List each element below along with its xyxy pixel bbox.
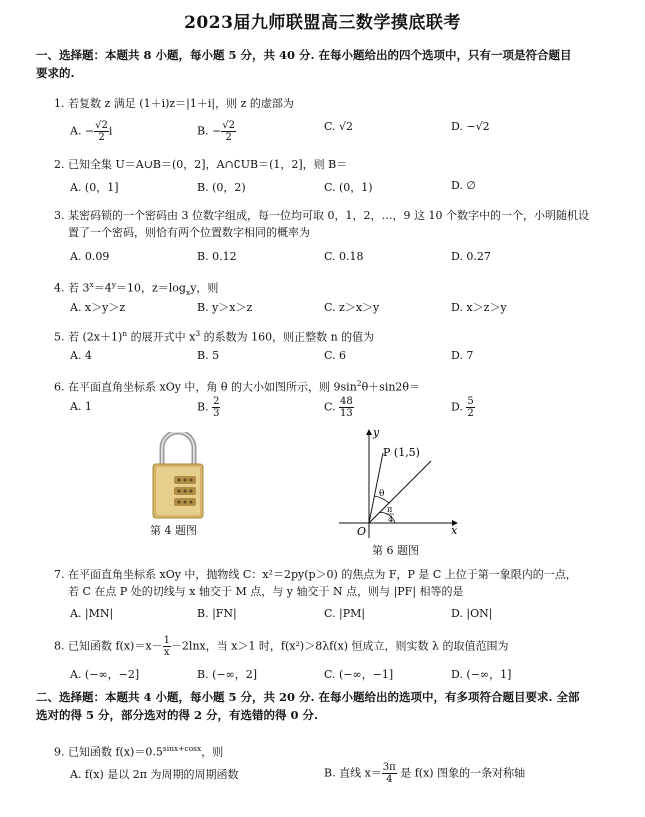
- q2-option-a: A. (0，1]: [70, 181, 119, 194]
- q5-options: [70, 349, 610, 367]
- q7-options: [70, 607, 610, 625]
- angle-pi-label: π: [387, 505, 393, 514]
- q4-option-b: B. y＞x＞z: [197, 301, 253, 314]
- q8-stem: 8. 已知函数 f(x)＝x－ $\frac{1}{x}$ －2lnx，当 x＞1 时，f(x²)＞8λf(x) 恒成立，则实数 λ 的取值范围为: [54, 635, 509, 658]
- q1-option-a: A. − $\frac{√2}{2}$ i: [70, 120, 113, 143]
- q6-option-b: B. $\frac{2}{3}$: [197, 396, 220, 419]
- q8-option-a: A. (−∞，−2]: [70, 668, 140, 681]
- q1-option-c: C. √2: [324, 120, 354, 133]
- q7-line2: 若 C 在点 P 处的切线与 x 轴交于 M 点，与 y 轴交于 N 点，则与 |PF| 相等的是: [68, 585, 464, 598]
- q1-options: [70, 120, 610, 143]
- q1-stem: 1. 若复数 z 满足 (1＋i)z＝|1＋i|，则 z 的虚部为: [54, 97, 294, 110]
- q2-stem: 2. 已知全集 U＝A∪B＝(0，2]，A∩∁UB＝(1，2]，则 B＝: [54, 158, 348, 171]
- fig6-caption: 第 6 题图: [372, 544, 419, 557]
- q6-options: [70, 396, 610, 419]
- q4-options: [70, 299, 610, 317]
- q6-option-c: C. $\frac{48}{13}$: [324, 396, 353, 419]
- q2-option-b: B. (0，2): [197, 181, 246, 194]
- q4-stem: 4. 若 $3^x=4^y=10$，$z=\log_xy$，则: [54, 280, 219, 297]
- q9-stem: 9. 已知函数 $f(x)=0.5^{sinx+cosx}$，则: [54, 744, 224, 759]
- q6-option-a: A. 1: [70, 400, 92, 413]
- section1-header: [36, 46, 596, 82]
- q4-option-d: D. x＞z＞y: [451, 301, 507, 314]
- section1-line1: 一、选择题：本题共 8 小题，每小题 5 分，共 40 分. 在每小题给出的四个选项中，只有一项是符合题目: [36, 48, 572, 62]
- q6-stem: 6. 在平面直角坐标系 xOy 中，角 θ 的大小如图所示，则 $9\sin^2\theta+\sin 2\theta=$: [54, 379, 421, 394]
- q2-options: [70, 179, 610, 197]
- q3-stem: [54, 207, 614, 241]
- q8-option-d: D. (−∞，1]: [451, 668, 512, 681]
- section2-header: [36, 688, 596, 724]
- q9-options: [70, 762, 610, 785]
- section2-line1: 二、选择题：本题共 4 小题，每小题 5 分，共 20 分. 在每小题给出的选项中，有多项符合题目要求. 全部: [36, 690, 580, 704]
- q3-option-d: D. 0.27: [451, 250, 491, 263]
- q3-option-a: A. 0.09: [70, 250, 110, 263]
- q7-option-a: A. |MN|: [70, 607, 114, 620]
- q3-option-c: C. 0.18: [324, 250, 364, 263]
- q3-option-b: B. 0.12: [197, 250, 237, 263]
- q5-option-d: D. 7: [451, 349, 474, 362]
- q9-option-b: B. 直线 x＝ $\frac{3\pi}{4}$ 是 f(x) 图象的一条对称轴: [324, 762, 526, 785]
- q3-line1: 3. 某密码锁的一个密码由 3 位数字组成，每一位均可取 0，1，2，…，9 这 10 个数字中的一个，小明随机设: [54, 209, 589, 222]
- q1-option-d: D. −√2: [451, 120, 490, 133]
- y-axis-label: y: [373, 426, 380, 439]
- q7-line1: 7. 在平面直角坐标系 xOy 中，抛物线 C：x²＝2py(p＞0) 的焦点为 F，P 是 C 上位于第一象限内的一点，: [54, 568, 577, 581]
- x-axis-label: x: [451, 524, 458, 537]
- q3-options: [70, 250, 610, 268]
- q8-options: [70, 666, 610, 684]
- q4-option-c: C. z＞x＞y: [324, 301, 380, 314]
- q8-option-c: C. (−∞，−1]: [324, 668, 394, 681]
- q1-option-b: B. − $\frac{√2}{2}$: [197, 120, 236, 143]
- theta-label: θ: [379, 489, 385, 499]
- q7-option-d: D. |ON|: [451, 607, 493, 620]
- origin-label: O: [357, 525, 367, 538]
- q5-option-c: C. 6: [324, 349, 347, 362]
- q3-line2: 置了一个密码，则恰有两个位置数字相同的概率为: [68, 226, 310, 239]
- padlock-image: [150, 432, 206, 520]
- page-title: 2023届九师联盟高三数学摸底联考: [184, 13, 461, 33]
- q6-option-d: D. $\frac{5}{2}$: [451, 396, 474, 419]
- section1-line2: 要求的.: [36, 66, 75, 80]
- q5-stem: 5. 若 $(2x+1)^n$ 的展开式中 $x^3$ 的系数为 160，则正整数 n 的值为: [54, 329, 375, 344]
- q8-option-b: B. (−∞，2]: [197, 668, 258, 681]
- fig4-caption: 第 4 题图: [150, 524, 197, 537]
- section2-line2: 选对的得 5 分，部分选对的得 2 分，有选错的得 0 分.: [36, 708, 319, 722]
- angle-diagram: [335, 426, 465, 544]
- q5-option-a: A. 4: [70, 349, 92, 362]
- q2-option-d: D. ∅: [451, 179, 477, 192]
- q7-stem: [54, 566, 614, 600]
- q9-option-a: A. f(x) 是以 2π 为周期的周期函数: [70, 768, 239, 781]
- q4-option-a: A. x＞y＞z: [70, 301, 126, 314]
- q7-option-c: C. |PM|: [324, 607, 366, 620]
- point-p-label: P (1,5): [383, 446, 420, 459]
- q7-option-b: B. |FN|: [197, 607, 237, 620]
- q5-option-b: B. 5: [197, 349, 220, 362]
- angle-4-label: 4: [388, 515, 394, 524]
- q2-option-c: C. (0，1): [324, 181, 373, 194]
